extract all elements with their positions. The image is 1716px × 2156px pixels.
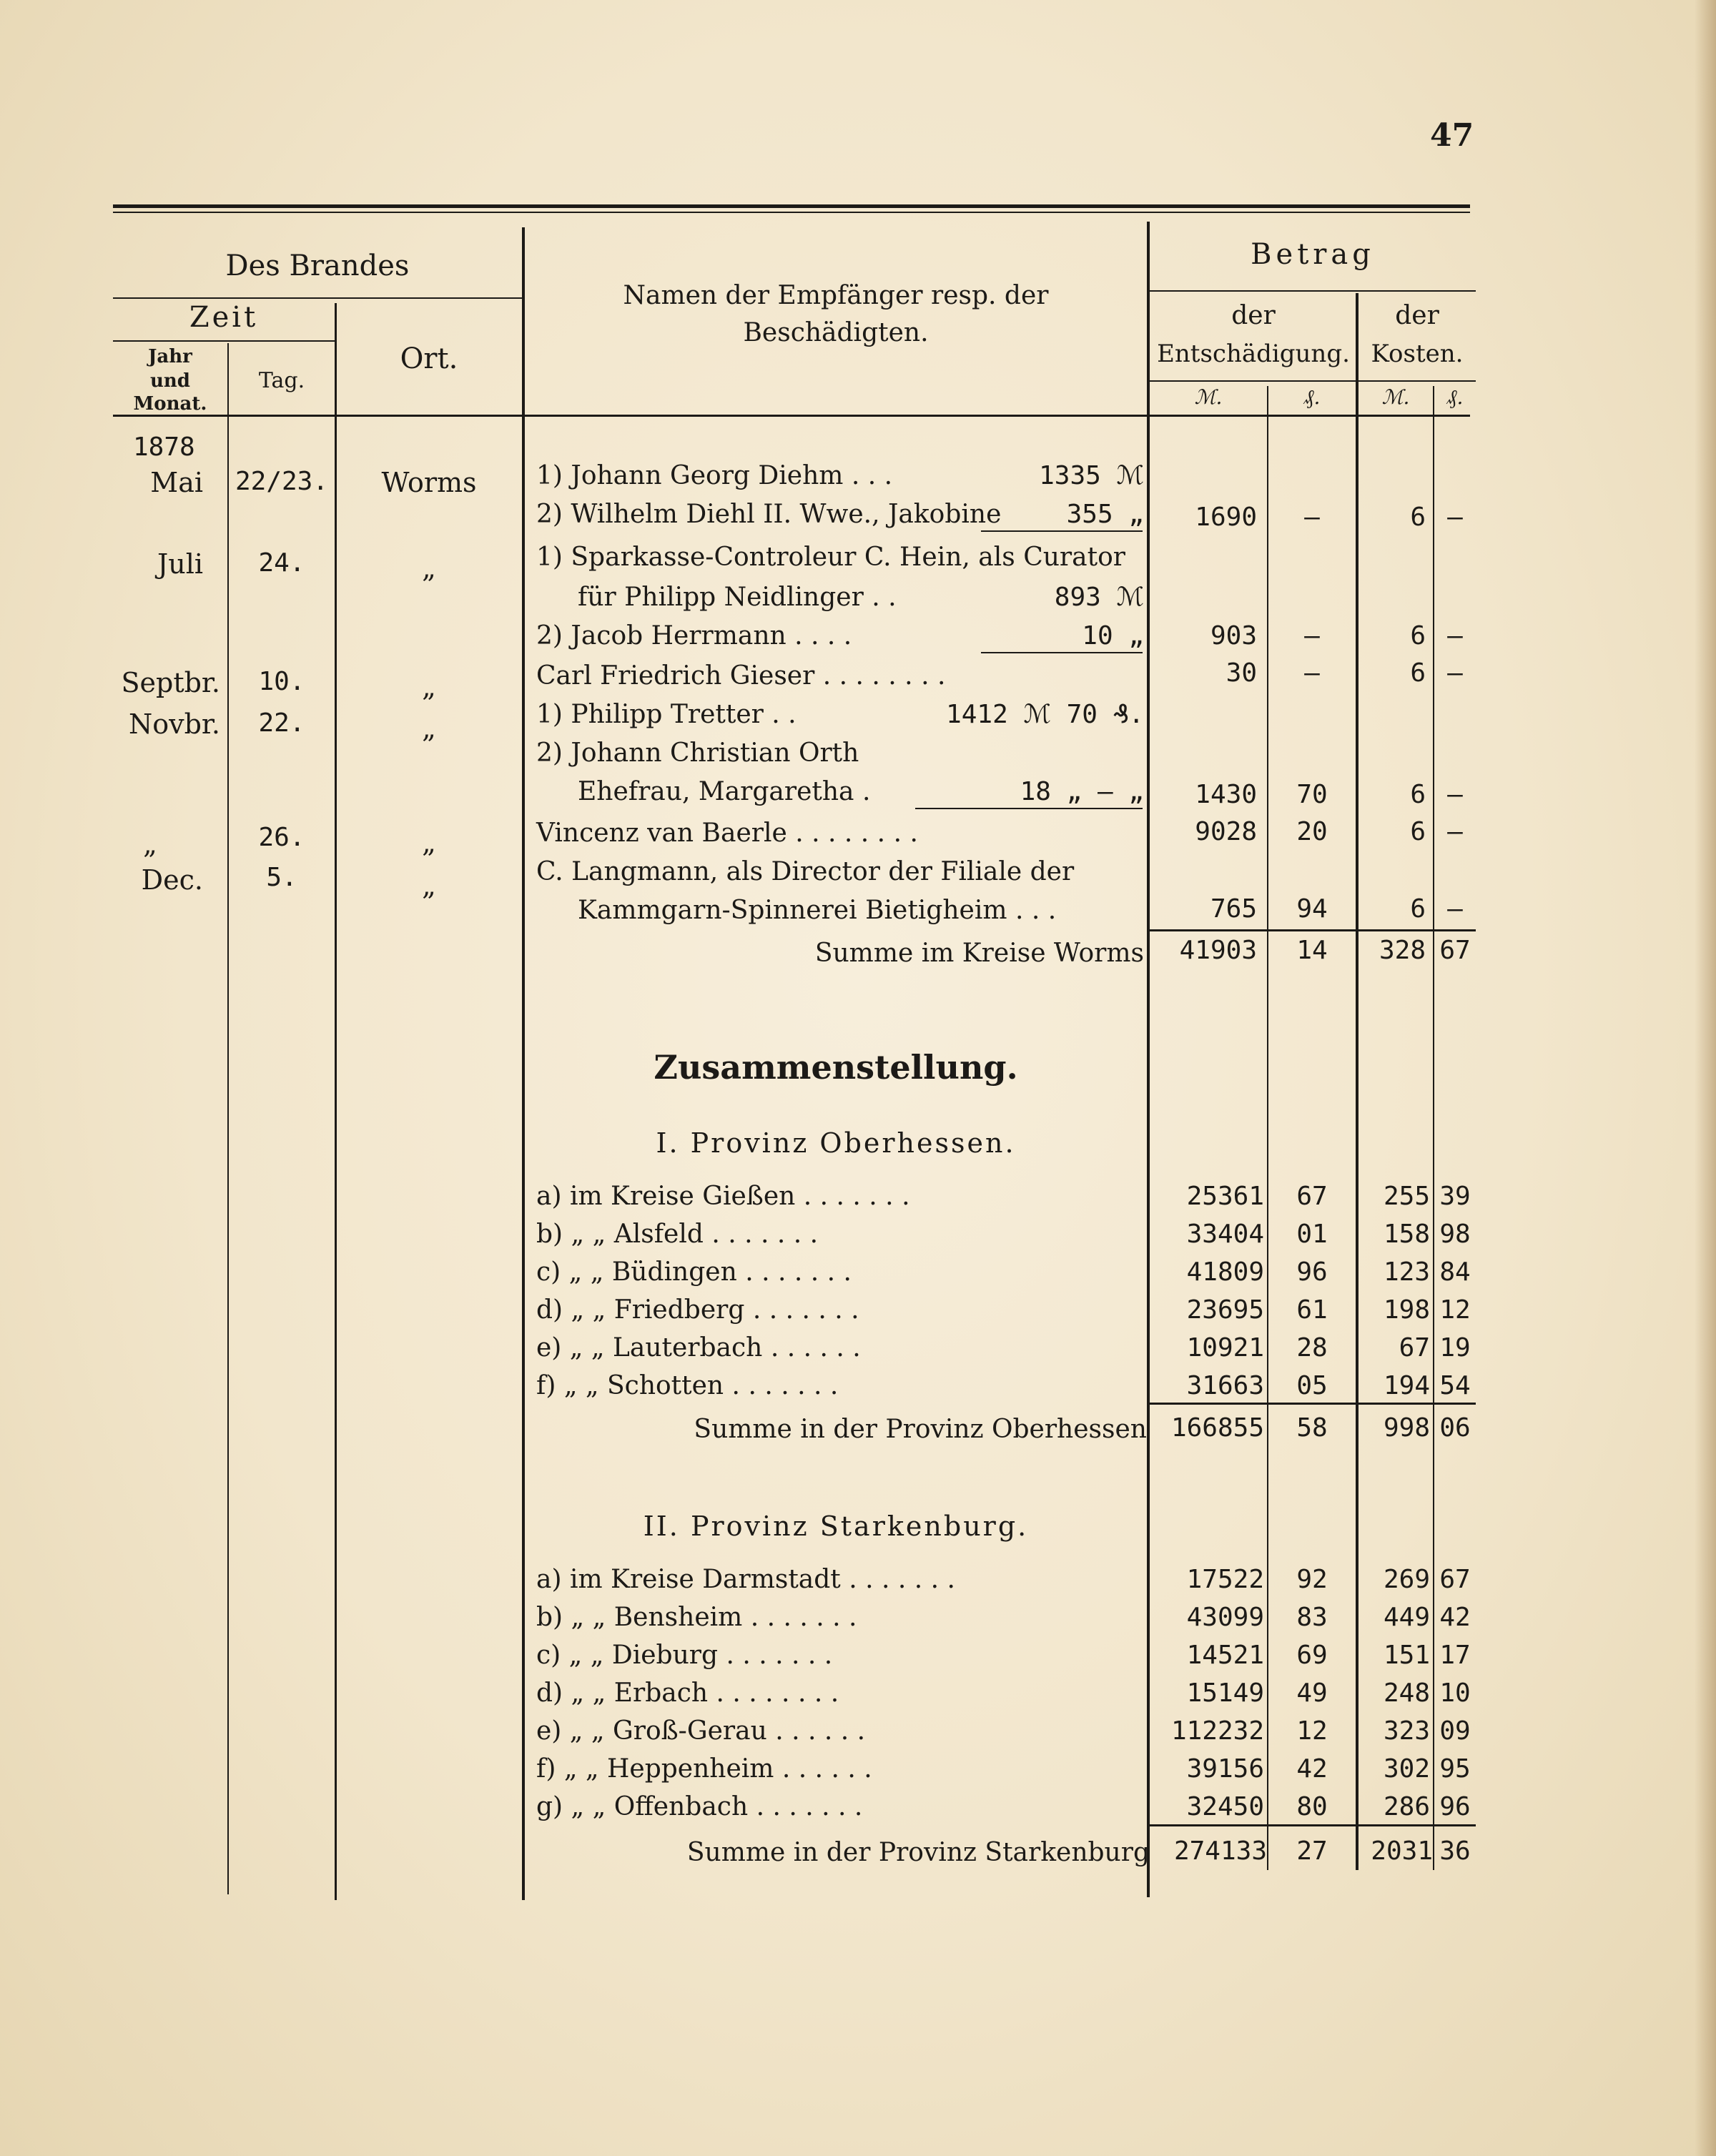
district-label: g) „ „ Offenbach . . . . . . . <box>536 1792 863 1821</box>
district-label: f) „ „ Schotten . . . . . . . <box>536 1371 839 1400</box>
district-pf: 42 <box>1296 1754 1328 1784</box>
amount-mark: 1690 <box>1195 503 1257 532</box>
sum-cost-pf: 67 <box>1439 936 1471 965</box>
district-mark: 25361 <box>1186 1182 1264 1211</box>
header-kosten: Kosten. <box>1371 340 1464 368</box>
district-mark: 31663 <box>1186 1371 1264 1400</box>
district-pf: 01 <box>1296 1220 1328 1249</box>
entry-place: „ <box>422 553 436 584</box>
province-sum-cost-pf: 36 <box>1439 1836 1471 1866</box>
district-cost-mark: 248 <box>1383 1678 1430 1708</box>
entry-month: Mai <box>150 467 203 498</box>
entry-name: 1) Philipp Tretter . . <box>536 700 797 729</box>
entry-day: 22/23. <box>235 467 329 496</box>
district-pf: 96 <box>1296 1257 1328 1287</box>
province-sum-cost-mark: 998 <box>1383 1413 1430 1443</box>
cost-mark: 6 <box>1410 780 1426 809</box>
cost-pf: — <box>1447 894 1463 924</box>
entry-month: Dec. <box>141 864 203 896</box>
province-sum-pf: 58 <box>1296 1413 1328 1443</box>
header-namen-1: Namen der Empfänger resp. der <box>623 281 1049 310</box>
district-label: b) „ „ Bensheim . . . . . . . <box>536 1603 857 1632</box>
district-cost-pf: 39 <box>1439 1182 1471 1211</box>
cost-mark: 6 <box>1410 894 1426 924</box>
subtotal-rule <box>981 652 1143 653</box>
header-jahr: Jahr <box>148 346 192 367</box>
cost-mark: 6 <box>1410 621 1426 651</box>
subtotal-rule <box>981 530 1143 532</box>
entry-name: 2) Wilhelm Diehl II. Wwe., Jakobine <box>536 500 1002 529</box>
header-pf: ₰. <box>1303 385 1321 409</box>
amount-mark: 9028 <box>1195 817 1257 846</box>
district-label: d) „ „ Erbach . . . . . . . . <box>536 1678 839 1708</box>
rule-zeit <box>113 340 335 342</box>
header-mark: ℳ. <box>1194 385 1223 409</box>
district-mark: 43099 <box>1186 1603 1264 1632</box>
entry-day: 26. <box>258 823 305 852</box>
district-cost-mark: 302 <box>1383 1754 1430 1784</box>
entry-day: 24. <box>258 548 305 578</box>
district-cost-pf: 09 <box>1439 1716 1471 1746</box>
district-pf: 69 <box>1296 1641 1328 1670</box>
header-tag: Tag. <box>258 368 305 393</box>
district-cost-pf: 67 <box>1439 1565 1471 1594</box>
district-label: c) „ „ Büdingen . . . . . . . <box>536 1257 852 1287</box>
entry-day: 10. <box>258 667 305 696</box>
rule-brandes <box>113 297 522 299</box>
district-mark: 112232 <box>1170 1716 1264 1746</box>
province-title: I. Provinz Oberhessen. <box>656 1127 1016 1159</box>
entry-place: „ <box>422 713 436 744</box>
district-label: d) „ „ Friedberg . . . . . . . <box>536 1295 859 1325</box>
cost-mark: 6 <box>1410 658 1426 688</box>
header-der-1: der <box>1231 301 1276 330</box>
rule-units <box>1150 380 1476 382</box>
district-cost-mark: 194 <box>1383 1371 1430 1400</box>
entry-sub-amount: 10 „ <box>1082 621 1144 651</box>
entry-day: 5. <box>266 863 297 892</box>
province-sum-mark: 274133 <box>1173 1836 1267 1866</box>
district-cost-mark: 269 <box>1383 1565 1430 1594</box>
district-pf: 28 <box>1296 1333 1328 1363</box>
col-line-ort <box>335 303 337 1900</box>
district-cost-mark: 255 <box>1383 1182 1430 1211</box>
sum-label: Summe im Kreise Worms <box>814 939 1144 968</box>
sum-rule <box>1150 1824 1476 1826</box>
header-zeit: Zeit <box>189 301 259 334</box>
page-number: 47 <box>1430 117 1474 154</box>
district-pf: 80 <box>1296 1792 1328 1821</box>
amount-mark: 765 <box>1210 894 1257 924</box>
entry-name-cont: für Philipp Neidlinger . . <box>578 583 897 612</box>
district-cost-mark: 198 <box>1383 1295 1430 1325</box>
cost-pf: — <box>1447 780 1463 809</box>
header-monat: Monat. <box>133 393 207 415</box>
district-mark: 10921 <box>1186 1333 1264 1363</box>
district-cost-mark: 286 <box>1383 1792 1430 1821</box>
sum-rule <box>1150 929 1476 931</box>
entry-name-cont: Kammgarn-Spinnerei Bietigheim . . . <box>578 896 1057 925</box>
entry-place: „ <box>422 827 436 859</box>
cost-pf: — <box>1447 503 1463 532</box>
entry-name: 1) Sparkasse-Controleur C. Hein, als Curator <box>536 543 1125 572</box>
district-label: c) „ „ Dieburg . . . . . . . <box>536 1641 833 1670</box>
sum-cost-mark: 328 <box>1379 936 1426 965</box>
district-cost-pf: 84 <box>1439 1257 1471 1287</box>
district-cost-mark: 123 <box>1383 1257 1430 1287</box>
cost-mark: 6 <box>1410 817 1426 846</box>
district-cost-pf: 17 <box>1439 1641 1471 1670</box>
section-title: Zusammenstellung. <box>654 1048 1018 1087</box>
cost-pf: — <box>1447 658 1463 688</box>
entry-place: „ <box>422 671 436 703</box>
entry-name: 1) Johann Georg Diehm . . . <box>536 461 893 490</box>
amount-pf: — <box>1304 658 1320 688</box>
cost-pf: — <box>1447 621 1463 651</box>
subtotal-rule <box>915 808 1143 809</box>
district-cost-pf: 10 <box>1439 1678 1471 1708</box>
entry-sub-amount: 1412 ℳ 70 ₰. <box>946 700 1144 729</box>
district-label: a) im Kreise Darmstadt . . . . . . . <box>536 1565 955 1594</box>
district-mark: 17522 <box>1186 1565 1264 1594</box>
district-pf: 49 <box>1296 1678 1328 1708</box>
sum-rule <box>1150 1403 1476 1405</box>
district-label: a) im Kreise Gießen . . . . . . . <box>536 1182 910 1211</box>
province-sum-cost-pf: 06 <box>1439 1413 1471 1443</box>
cost-mark: 6 <box>1410 503 1426 532</box>
district-pf: 12 <box>1296 1716 1328 1746</box>
entry-name: 2) Jacob Herrmann . . . . <box>536 621 852 651</box>
cost-pf: — <box>1447 817 1463 846</box>
province-title: II. Provinz Starkenburg. <box>643 1510 1029 1542</box>
sum-pf: 14 <box>1296 936 1328 965</box>
entry-month: „ <box>143 829 157 860</box>
entry-sub-amount: 893 ℳ <box>1054 583 1144 612</box>
district-label: f) „ „ Heppenheim . . . . . . <box>536 1754 872 1784</box>
header-und: und <box>150 370 190 392</box>
district-pf: 05 <box>1296 1371 1328 1400</box>
entry-name: C. Langmann, als Director der Filiale der <box>536 857 1075 886</box>
district-cost-pf: 42 <box>1439 1603 1471 1632</box>
amount-pf: 70 <box>1296 780 1328 809</box>
entry-place: Worms <box>381 467 477 498</box>
header-des-brandes: Des Brandes <box>225 249 410 282</box>
district-cost-mark: 449 <box>1383 1603 1430 1632</box>
header-entschaedigung: Entschädigung. <box>1157 340 1350 368</box>
rule-betrag <box>1150 290 1476 292</box>
province-sum-cost-mark: 2031 <box>1371 1836 1433 1866</box>
district-pf: 83 <box>1296 1603 1328 1632</box>
district-label: e) „ „ Groß-Gerau . . . . . . <box>536 1716 866 1746</box>
district-mark: 41809 <box>1186 1257 1264 1287</box>
district-mark: 39156 <box>1186 1754 1264 1784</box>
entry-month: Septbr. <box>121 667 220 698</box>
header-der-2: der <box>1395 301 1439 330</box>
province-sum-label: Summe in der Provinz Starkenburg <box>686 1838 1150 1867</box>
district-mark: 23695 <box>1186 1295 1264 1325</box>
district-label: b) „ „ Alsfeld . . . . . . . <box>536 1220 819 1249</box>
header-ort: Ort. <box>400 342 458 375</box>
top-rule-thick <box>113 204 1470 208</box>
header-kpf: ₰. <box>1446 385 1464 409</box>
district-mark: 32450 <box>1186 1792 1264 1821</box>
entry-name: 2) Johann Christian Orth <box>536 738 859 768</box>
amount-mark: 1430 <box>1195 780 1257 809</box>
amount-pf: — <box>1304 621 1320 651</box>
district-cost-pf: 54 <box>1439 1371 1471 1400</box>
amount-mark: 903 <box>1210 621 1257 651</box>
page-edge-shadow <box>1695 0 1716 2156</box>
province-sum-pf: 27 <box>1296 1836 1328 1866</box>
entry-sub-amount: 1335 ℳ <box>1039 461 1144 490</box>
district-label: e) „ „ Lauterbach . . . . . . <box>536 1333 861 1363</box>
district-pf: 61 <box>1296 1295 1328 1325</box>
header-kmark: ℳ. <box>1381 385 1410 409</box>
district-cost-pf: 96 <box>1439 1792 1471 1821</box>
entry-year: 1878 <box>133 432 195 462</box>
amount-mark: 30 <box>1226 658 1257 688</box>
entry-name-cont: Ehefrau, Margaretha . <box>578 777 871 806</box>
province-sum-mark: 166855 <box>1170 1413 1264 1443</box>
top-rule-thin <box>113 212 1470 213</box>
amount-pf: 94 <box>1296 894 1328 924</box>
district-pf: 67 <box>1296 1182 1328 1211</box>
district-cost-mark: 67 <box>1399 1333 1430 1363</box>
district-cost-pf: 98 <box>1439 1220 1471 1249</box>
entry-sub-amount: 355 „ <box>1066 500 1144 529</box>
district-mark: 14521 <box>1186 1641 1264 1670</box>
entry-name: Vincenz van Baerle . . . . . . . . <box>536 819 918 848</box>
district-mark: 15149 <box>1186 1678 1264 1708</box>
district-mark: 33404 <box>1186 1220 1264 1249</box>
header-namen-2: Beschädigten. <box>743 318 929 347</box>
entry-name: Carl Friedrich Gieser . . . . . . . . <box>536 661 946 691</box>
entry-place: „ <box>422 870 436 901</box>
header-betrag: Betrag <box>1251 238 1375 271</box>
entry-sub-amount: 18 „ — „ <box>1020 777 1144 806</box>
district-pf: 92 <box>1296 1565 1328 1594</box>
district-cost-pf: 19 <box>1439 1333 1471 1363</box>
sum-mark: 41903 <box>1179 936 1257 965</box>
amount-pf: 20 <box>1296 817 1328 846</box>
province-sum-label: Summe in der Provinz Oberhessen <box>694 1415 1147 1444</box>
district-cost-mark: 158 <box>1383 1220 1430 1249</box>
district-cost-pf: 12 <box>1439 1295 1471 1325</box>
amount-pf: — <box>1304 503 1320 532</box>
district-cost-pf: 95 <box>1439 1754 1471 1784</box>
district-cost-mark: 151 <box>1383 1641 1430 1670</box>
district-cost-mark: 323 <box>1383 1716 1430 1746</box>
entry-day: 22. <box>258 708 305 738</box>
entry-month: Juli <box>157 548 203 580</box>
entry-month: Novbr. <box>129 708 220 740</box>
